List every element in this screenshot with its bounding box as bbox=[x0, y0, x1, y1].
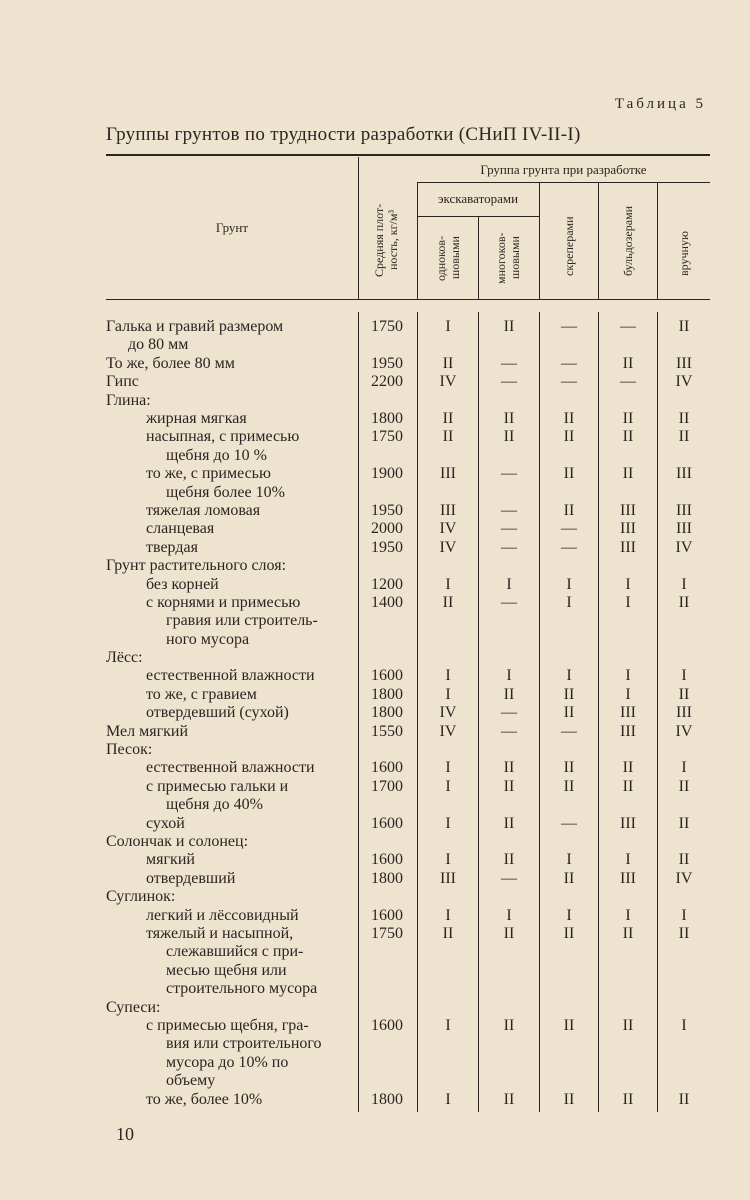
density-cell: 2000 bbox=[371, 520, 403, 538]
header-soil: Грунт bbox=[215, 220, 249, 235]
soil-name: ного мусора bbox=[166, 630, 250, 648]
table-row bbox=[0, 723, 750, 741]
manual-cell: I bbox=[681, 759, 687, 777]
table-label: Таблица 5 bbox=[614, 96, 706, 112]
table-row bbox=[0, 355, 750, 373]
scraper-cell: II bbox=[563, 869, 575, 887]
scraper-cell: I bbox=[566, 575, 572, 593]
scraper-cell: I bbox=[566, 667, 572, 685]
multi-bucket-cell: — bbox=[501, 593, 517, 611]
soil-name: щебня до 10 % bbox=[166, 446, 267, 464]
header-single-bucket: одноков- шовыми bbox=[434, 235, 462, 281]
table-row bbox=[0, 410, 750, 428]
table-row bbox=[0, 594, 750, 649]
table-title: Группы грунтов по трудности разработки (СНиП IV-II-I) bbox=[106, 124, 581, 145]
density-cell: 1950 bbox=[371, 538, 403, 556]
single-bucket-cell: IV bbox=[439, 538, 457, 556]
scraper-cell: II bbox=[563, 759, 575, 777]
table-row bbox=[0, 520, 750, 538]
single-bucket-cell: IV bbox=[439, 373, 457, 391]
soil-name: Мел мягкий bbox=[106, 722, 189, 740]
density-cell: 1400 bbox=[371, 593, 403, 611]
scraper-cell: — bbox=[561, 538, 577, 556]
manual-cell: III bbox=[676, 501, 692, 519]
page-number: 10 bbox=[116, 1124, 134, 1144]
soil-name: Солончак и солонец: bbox=[106, 833, 249, 851]
header-scrapers: скреперами bbox=[562, 216, 576, 276]
header-divider bbox=[478, 216, 479, 299]
table-row bbox=[0, 502, 750, 520]
bulldozer-cell: III bbox=[620, 501, 636, 519]
bulldozer-cell: — bbox=[620, 373, 636, 391]
single-bucket-cell: I bbox=[445, 906, 451, 924]
density-cell: 1800 bbox=[371, 704, 403, 722]
header-excavators: экскаваторами bbox=[437, 191, 519, 206]
soil-name: отвердевший bbox=[146, 869, 236, 887]
density-cell: 1600 bbox=[371, 1016, 403, 1034]
scraper-cell: — bbox=[561, 354, 577, 372]
single-bucket-cell: II bbox=[442, 924, 454, 942]
table-row bbox=[0, 576, 750, 594]
manual-cell: III bbox=[676, 520, 692, 538]
soil-name: объему bbox=[166, 1072, 216, 1090]
manual-cell: II bbox=[678, 1090, 690, 1108]
multi-bucket-cell: II bbox=[503, 318, 515, 335]
soil-name: до 80 мм bbox=[128, 336, 189, 354]
density-cell: 1950 bbox=[371, 501, 403, 519]
soil-name: Суглинок: bbox=[106, 888, 176, 906]
table-row bbox=[0, 907, 750, 925]
multi-bucket-cell: — bbox=[501, 722, 517, 740]
scraper-cell: — bbox=[561, 318, 577, 335]
table-row bbox=[0, 428, 750, 465]
scraper-cell: II bbox=[563, 409, 575, 427]
single-bucket-cell: I bbox=[445, 759, 451, 777]
multi-bucket-cell: — bbox=[501, 465, 517, 483]
bulldozer-cell: III bbox=[620, 869, 636, 887]
manual-cell: IV bbox=[675, 373, 693, 391]
soil-name: Галька и гравий размером bbox=[106, 318, 284, 335]
multi-bucket-cell: II bbox=[503, 409, 515, 427]
manual-cell: II bbox=[678, 777, 690, 795]
single-bucket-cell: I bbox=[445, 685, 451, 703]
soil-name: мягкий bbox=[146, 851, 195, 869]
bulldozer-cell: I bbox=[625, 851, 631, 869]
header-divider bbox=[598, 182, 599, 299]
single-bucket-cell: IV bbox=[439, 704, 457, 722]
single-bucket-cell: II bbox=[442, 409, 454, 427]
density-cell: 1800 bbox=[371, 1090, 403, 1108]
scraper-cell: II bbox=[563, 1016, 575, 1034]
single-bucket-cell: IV bbox=[439, 722, 457, 740]
multi-bucket-cell: — bbox=[501, 869, 517, 887]
soil-name: вия или строительного bbox=[166, 1035, 322, 1053]
bulldozer-cell: I bbox=[625, 593, 631, 611]
scraper-cell: II bbox=[563, 704, 575, 722]
manual-cell: IV bbox=[675, 722, 693, 740]
soil-name: мусора до 10% по bbox=[166, 1053, 289, 1071]
bulldozer-cell: — bbox=[620, 318, 636, 335]
manual-cell: I bbox=[681, 1016, 687, 1034]
scraper-cell: — bbox=[561, 814, 577, 832]
header-divider bbox=[358, 157, 359, 299]
density-cell: 1800 bbox=[371, 869, 403, 887]
density-cell: 1750 bbox=[371, 428, 403, 446]
single-bucket-cell: II bbox=[442, 593, 454, 611]
soil-name: слежавшийся с при- bbox=[166, 943, 304, 961]
multi-bucket-cell: — bbox=[501, 373, 517, 391]
density-cell: 1600 bbox=[371, 906, 403, 924]
bulldozer-cell: II bbox=[622, 777, 634, 795]
scraper-cell: II bbox=[563, 465, 575, 483]
bulldozer-cell: I bbox=[625, 906, 631, 924]
multi-bucket-cell: II bbox=[503, 814, 515, 832]
manual-cell: II bbox=[678, 593, 690, 611]
table-row bbox=[0, 318, 750, 355]
bulldozer-cell: II bbox=[622, 465, 634, 483]
table-row bbox=[0, 741, 750, 759]
table-body bbox=[0, 318, 750, 1109]
table-row bbox=[0, 999, 750, 1017]
soil-name: строительного мусора bbox=[166, 980, 318, 998]
multi-bucket-cell: I bbox=[506, 667, 512, 685]
table-row bbox=[0, 667, 750, 685]
soil-name: естественной влажности bbox=[146, 759, 315, 777]
table-row bbox=[0, 373, 750, 391]
single-bucket-cell: II bbox=[442, 354, 454, 372]
bulldozer-cell: II bbox=[622, 924, 634, 942]
header-divider bbox=[417, 216, 539, 217]
density-cell: 1900 bbox=[371, 465, 403, 483]
single-bucket-cell: III bbox=[440, 501, 456, 519]
soil-name: то же, с примесью bbox=[146, 465, 271, 483]
soil-name: Супеси: bbox=[106, 998, 161, 1016]
bulldozer-cell: III bbox=[620, 520, 636, 538]
single-bucket-cell: I bbox=[445, 575, 451, 593]
soil-name: Глина: bbox=[106, 391, 151, 409]
multi-bucket-cell: II bbox=[503, 759, 515, 777]
density-cell: 1200 bbox=[371, 575, 403, 593]
soil-name: Лёсс: bbox=[106, 649, 143, 667]
header-bulldozers: бульдозерами bbox=[621, 205, 635, 277]
manual-cell: I bbox=[681, 575, 687, 593]
single-bucket-cell: III bbox=[440, 465, 456, 483]
soil-name: с примесью гальки и bbox=[146, 777, 289, 795]
manual-cell: II bbox=[678, 318, 690, 335]
header-multi-bucket: многоков- шовыми bbox=[494, 232, 522, 284]
scraper-cell: I bbox=[566, 851, 572, 869]
soil-name: то же, более 10% bbox=[146, 1090, 263, 1108]
bulldozer-cell: I bbox=[625, 685, 631, 703]
table-row bbox=[0, 465, 750, 502]
bulldozer-cell: III bbox=[620, 722, 636, 740]
multi-bucket-cell: II bbox=[503, 685, 515, 703]
manual-cell: III bbox=[676, 465, 692, 483]
table-row bbox=[0, 539, 750, 557]
multi-bucket-cell: — bbox=[501, 354, 517, 372]
soil-name: сланцевая bbox=[146, 520, 215, 538]
density-cell: 2200 bbox=[371, 373, 403, 391]
multi-bucket-cell: — bbox=[501, 538, 517, 556]
bulldozer-cell: III bbox=[620, 538, 636, 556]
soil-name: естественной влажности bbox=[146, 667, 315, 685]
density-cell: 1600 bbox=[371, 759, 403, 777]
soil-name: легкий и лёссовидный bbox=[146, 906, 299, 924]
bulldozer-cell: II bbox=[622, 1016, 634, 1034]
single-bucket-cell: I bbox=[445, 851, 451, 869]
density-cell: 1750 bbox=[371, 924, 403, 942]
soil-name: Песок: bbox=[106, 741, 153, 759]
multi-bucket-cell: II bbox=[503, 1016, 515, 1034]
soil-name: Гипс bbox=[106, 373, 139, 391]
bulldozer-cell: I bbox=[625, 575, 631, 593]
multi-bucket-cell: — bbox=[501, 501, 517, 519]
soil-name: щебня более 10% bbox=[166, 483, 285, 501]
multi-bucket-cell: — bbox=[501, 520, 517, 538]
manual-cell: II bbox=[678, 851, 690, 869]
table-row bbox=[0, 851, 750, 869]
table-row bbox=[0, 888, 750, 906]
header-bottom-rule bbox=[106, 299, 710, 300]
header-group: Группа грунта при разработке bbox=[480, 162, 647, 177]
soil-name: тяжелый и насыпной, bbox=[146, 924, 294, 942]
scraper-cell: — bbox=[561, 373, 577, 391]
manual-cell: II bbox=[678, 409, 690, 427]
scraper-cell: II bbox=[563, 428, 575, 446]
multi-bucket-cell: II bbox=[503, 924, 515, 942]
soil-name: насыпная, с примесью bbox=[146, 428, 300, 446]
header-manual: вручную bbox=[677, 231, 691, 276]
single-bucket-cell: IV bbox=[439, 520, 457, 538]
manual-cell: II bbox=[678, 924, 690, 942]
bulldozer-cell: III bbox=[620, 814, 636, 832]
multi-bucket-cell: — bbox=[501, 704, 517, 722]
table-row bbox=[0, 870, 750, 888]
table-row bbox=[0, 686, 750, 704]
density-cell: 1750 bbox=[371, 318, 403, 335]
single-bucket-cell: I bbox=[445, 777, 451, 795]
soil-name: отвердевший (сухой) bbox=[146, 704, 289, 722]
manual-cell: I bbox=[681, 667, 687, 685]
scraper-cell: II bbox=[563, 777, 575, 795]
table-row bbox=[0, 557, 750, 575]
density-cell: 1600 bbox=[371, 814, 403, 832]
multi-bucket-cell: II bbox=[503, 1090, 515, 1108]
bulldozer-cell: II bbox=[622, 354, 634, 372]
density-cell: 1600 bbox=[371, 667, 403, 685]
bulldozer-cell: I bbox=[625, 667, 631, 685]
table-row bbox=[0, 1091, 750, 1109]
manual-cell: I bbox=[681, 906, 687, 924]
density-cell: 1550 bbox=[371, 722, 403, 740]
manual-cell: II bbox=[678, 428, 690, 446]
bulldozer-cell: II bbox=[622, 1090, 634, 1108]
density-cell: 1950 bbox=[371, 354, 403, 372]
soil-name: жирная мягкая bbox=[146, 409, 247, 427]
soil-name: месью щебня или bbox=[166, 961, 287, 979]
density-cell: 1700 bbox=[371, 777, 403, 795]
soil-name: тяжелая ломовая bbox=[146, 501, 261, 519]
header-divider bbox=[539, 182, 540, 299]
single-bucket-cell: III bbox=[440, 869, 456, 887]
table-row bbox=[0, 1017, 750, 1091]
bulldozer-cell: III bbox=[620, 704, 636, 722]
header-divider bbox=[417, 182, 710, 183]
table-row bbox=[0, 392, 750, 410]
table-row bbox=[0, 778, 750, 815]
manual-cell: III bbox=[676, 704, 692, 722]
scraper-cell: II bbox=[563, 501, 575, 519]
soil-name: сухой bbox=[146, 814, 185, 832]
soil-name: с корнями и примесью bbox=[146, 593, 301, 611]
soil-name: щебня до 40% bbox=[166, 796, 263, 814]
table-row bbox=[0, 759, 750, 777]
table-row bbox=[0, 649, 750, 667]
single-bucket-cell: I bbox=[445, 814, 451, 832]
scraper-cell: I bbox=[566, 906, 572, 924]
manual-cell: IV bbox=[675, 869, 693, 887]
scraper-cell: II bbox=[563, 1090, 575, 1108]
table-row bbox=[0, 833, 750, 851]
header-density: Средняя плот- ность, кг/м³ bbox=[372, 203, 400, 277]
single-bucket-cell: I bbox=[445, 318, 451, 335]
soil-name: то же, с гравием bbox=[146, 685, 257, 703]
scraper-cell: I bbox=[566, 593, 572, 611]
manual-cell: IV bbox=[675, 538, 693, 556]
single-bucket-cell: I bbox=[445, 1016, 451, 1034]
soil-name: без корней bbox=[146, 575, 219, 593]
soil-name: с примесью щебня, гра- bbox=[146, 1016, 309, 1034]
soil-name: То же, более 80 мм bbox=[106, 354, 235, 372]
manual-cell: II bbox=[678, 814, 690, 832]
table-row bbox=[0, 704, 750, 722]
density-cell: 1800 bbox=[371, 409, 403, 427]
scraper-cell: II bbox=[563, 924, 575, 942]
bulldozer-cell: II bbox=[622, 759, 634, 777]
soil-name: гравия или строитель- bbox=[166, 612, 318, 630]
manual-cell: III bbox=[676, 354, 692, 372]
multi-bucket-cell: II bbox=[503, 428, 515, 446]
header-divider bbox=[657, 182, 658, 299]
multi-bucket-cell: I bbox=[506, 575, 512, 593]
scraper-cell: — bbox=[561, 520, 577, 538]
bulldozer-cell: II bbox=[622, 428, 634, 446]
soil-name: твердая bbox=[146, 538, 198, 556]
table-row bbox=[0, 925, 750, 999]
single-bucket-cell: I bbox=[445, 1090, 451, 1108]
single-bucket-cell: I bbox=[445, 667, 451, 685]
bulldozer-cell: II bbox=[622, 409, 634, 427]
multi-bucket-cell: II bbox=[503, 777, 515, 795]
scraper-cell: II bbox=[563, 685, 575, 703]
scraper-cell: — bbox=[561, 722, 577, 740]
single-bucket-cell: II bbox=[442, 428, 454, 446]
multi-bucket-cell: II bbox=[503, 851, 515, 869]
density-cell: 1800 bbox=[371, 685, 403, 703]
density-cell: 1600 bbox=[371, 851, 403, 869]
multi-bucket-cell: I bbox=[506, 906, 512, 924]
manual-cell: II bbox=[678, 685, 690, 703]
header-top-rule bbox=[106, 154, 710, 156]
table-row bbox=[0, 815, 750, 833]
soil-name: Грунт растительного слоя: bbox=[106, 557, 287, 575]
